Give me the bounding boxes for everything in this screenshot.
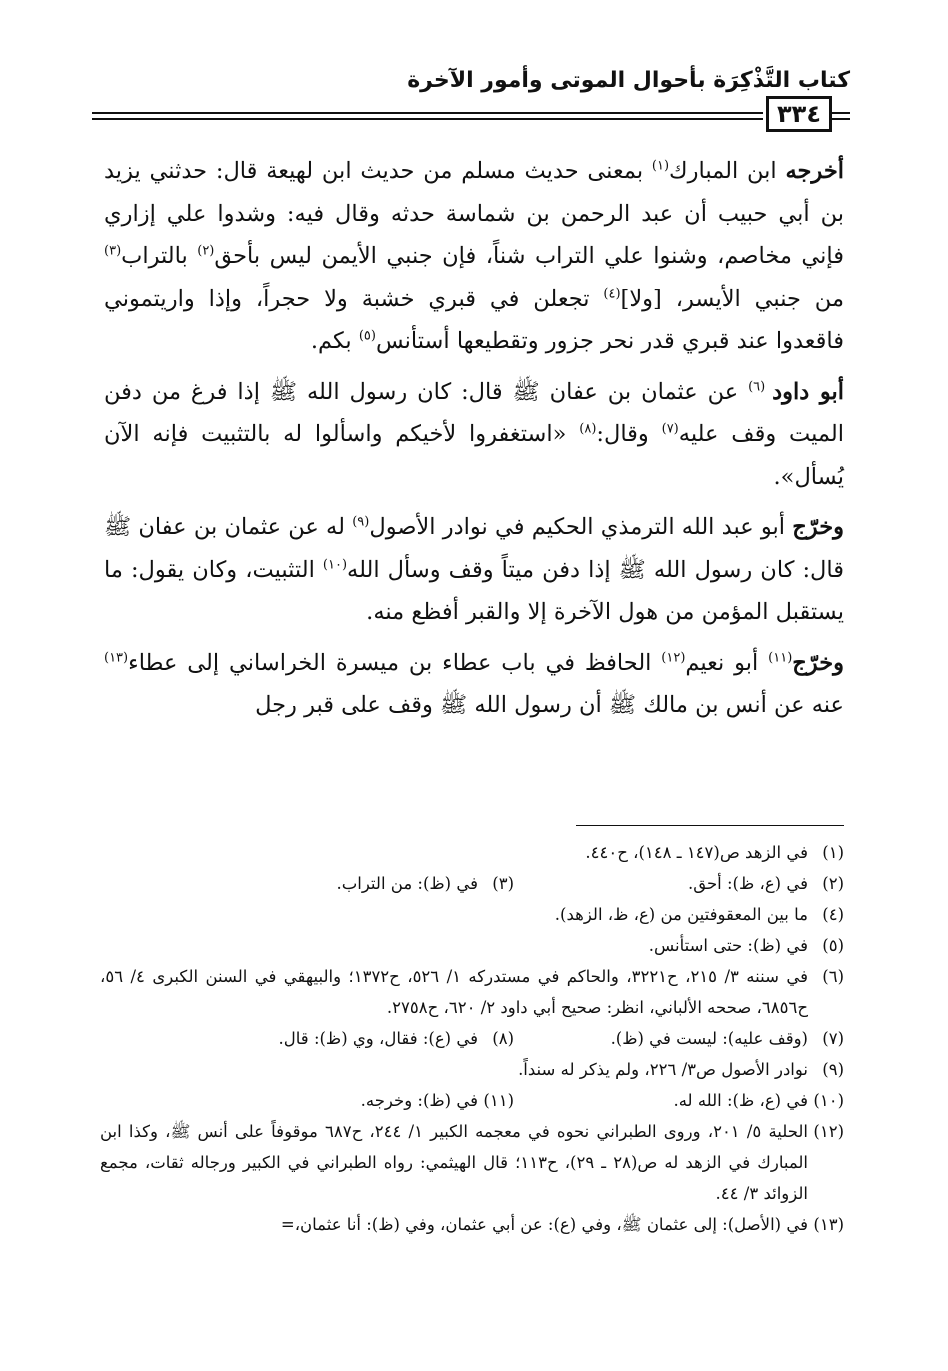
header-rule-bottom bbox=[92, 118, 763, 120]
footnote-number: (٢) bbox=[822, 874, 844, 893]
footnote-number: (٤) bbox=[822, 905, 844, 924]
footnote-number: (٨) bbox=[492, 1029, 514, 1048]
text-run: بمعنى حديث مسلم من حديث ابن لهيعة قال: حدثني يزيد بن أبي حبيب أن عبد الرحمن بن شماسة حدثه وقال فيه: وشدوا علي إزاري فإني مخاصم، وشنوا علي التراب شناً، فإن جنبي الأيمن ليس بأحق bbox=[104, 158, 844, 269]
paragraph-lead: أبو داود bbox=[772, 378, 844, 405]
footnote-number: (١٠) bbox=[813, 1091, 844, 1110]
footnote-item bbox=[514, 1085, 844, 1116]
footnote-item bbox=[100, 1085, 514, 1116]
footnotes bbox=[100, 837, 844, 1240]
footnote-ref[interactable]: (٧) bbox=[661, 421, 679, 437]
footnote-item bbox=[100, 837, 844, 868]
footnote-number: (١٢) bbox=[813, 1122, 844, 1141]
footnote-text: في (ظ): حتى استأنس. bbox=[648, 936, 808, 955]
footnote-text: الحلية ٥/ ٢٠١، وروى الطبراني نحوه في معجمه الكبير ١/ ٢٤٤، ح٦٨٧ موقوفاً على أنس ﷺ، وكذا ابن المبارك في الزهد له ص(٢٨ ـ ٢٩)، ح١١٣؛ قال الهيثمي: رواه الطبراني في الكبير ورجاله ثقات، مجمع الزوائد ٣/ ٤٤. bbox=[100, 1122, 808, 1203]
footnote-text: في (الأصل): إلى عثمان ﷺ، وفي (ع): عن أبي عثمان، وفي (ظ): أنا عثمان،= bbox=[280, 1215, 808, 1234]
text-run: له عن عثمان بن عفان ﷺ قال: كان رسول الله ﷺ إذا دفن ميتاً وقف وسأل الله bbox=[104, 514, 844, 583]
paragraph bbox=[104, 150, 844, 363]
text-run: عن عثمان بن عفان ﷺ قال: كان رسول الله ﷺ إذا فرغ من دفن الميت وقف عليه bbox=[104, 378, 844, 447]
paragraph bbox=[104, 371, 844, 499]
paragraph-lead: وخرّج bbox=[792, 514, 844, 540]
paragraph bbox=[104, 642, 844, 727]
footnote-text: في (ع): فقال، وي (ظ): قال. bbox=[278, 1029, 478, 1048]
footnote-item bbox=[100, 961, 844, 1023]
text-run: تجعلن في قبري خشبة ولا حجراً، وإذا واريتموني فاقعدوا عند قبري قدر نحر جزور وتقطيعها أستأنس bbox=[104, 285, 844, 354]
footnote-item bbox=[100, 868, 514, 899]
footnote-ref[interactable]: (١١) bbox=[768, 650, 793, 665]
footnote-text: ما بين المعقوفتين من (ع، ظ، الزهد). bbox=[554, 905, 808, 924]
footnote-item bbox=[100, 1116, 844, 1209]
footnote-text: في (ظ): وخرجه. bbox=[360, 1091, 478, 1110]
header-rule-stub-bottom bbox=[832, 118, 850, 120]
footnote-ref[interactable]: (١٠) bbox=[322, 557, 348, 572]
footnote-ref[interactable]: (٩) bbox=[352, 514, 370, 530]
text-run: أبو نعيم bbox=[685, 649, 769, 676]
footnote-text: (وقف عليه): ليست في (ظ). bbox=[610, 1029, 808, 1048]
running-title: كتاب التَّذْكِرَة بأحوال الموتى وأمور الآخرة bbox=[407, 68, 850, 93]
text-run: «استغفروا لأخيكم واسألوا له بالتثبيت فإنه الآن يُسأل». bbox=[104, 421, 844, 490]
page-number: ٣٣٤ bbox=[766, 96, 832, 132]
footnote-ref[interactable]: (٥) bbox=[358, 328, 376, 344]
text-run: عنه عن أنس بن مالك ﷺ أن رسول الله ﷺ وقف على قبر رجل bbox=[255, 692, 844, 718]
footnote-ref[interactable]: (٣) bbox=[104, 243, 122, 259]
footnote-number: (١) bbox=[822, 843, 844, 862]
paragraph-lead: وخرّج bbox=[792, 649, 844, 676]
text-run: من جنبي الأيسر، [ولا] bbox=[620, 285, 844, 312]
footnote-item bbox=[100, 1023, 514, 1054]
footnote-pair bbox=[100, 1085, 844, 1116]
footnote-separator bbox=[576, 825, 844, 826]
text-run: الحافظ في باب عطاء بن ميسرة الخراساني إلى عطاء bbox=[128, 649, 662, 676]
footnote-number: (٦) bbox=[822, 967, 844, 986]
paragraph-lead: أخرجه bbox=[785, 158, 844, 184]
footnote-ref[interactable]: (١٢) bbox=[661, 650, 686, 665]
text-run: بكم. bbox=[310, 328, 359, 354]
header-rule-top bbox=[92, 112, 763, 114]
footnote-item bbox=[100, 899, 844, 930]
footnote-pair bbox=[100, 1023, 844, 1054]
footnote-number: (١١) bbox=[483, 1091, 514, 1110]
text-run: التثبيت، وكان يقول: ما يستقبل المؤمن من هول الآخرة إلا والقبر أفظع منه. bbox=[104, 556, 844, 625]
footnote-item bbox=[100, 1209, 844, 1240]
footnote-item bbox=[100, 1054, 844, 1085]
footnote-item bbox=[514, 1023, 844, 1054]
footnote-number: (٧) bbox=[822, 1029, 844, 1048]
footnote-text: في (ع، ظ): أحق. bbox=[687, 874, 808, 893]
footnote-ref[interactable]: (٦) bbox=[748, 379, 773, 394]
footnote-text: نوادر الأصول ص٣/ ٢٢٦، ولم يذكر له سنداً. bbox=[518, 1060, 808, 1079]
text-run: ابن المبارك bbox=[669, 158, 786, 184]
footnote-number: (٩) bbox=[822, 1060, 844, 1079]
footnote-ref[interactable]: (٨) bbox=[579, 421, 597, 437]
text-run: أبو عبد الله الترمذي الحكيم في نوادر الأصول bbox=[369, 514, 793, 540]
main-text bbox=[104, 150, 844, 735]
text-run: وقال: bbox=[596, 421, 662, 447]
footnote-text: في سننه ٣/ ٢١٥، ح٣٢٢١، والحاكم في مستدركه ١/ ٥٢٦، ح١٣٧٢؛ والبيهقي في السنن الكبرى ٤/ ٥٦، ح٦٨٥٦، صححه الألباني، انظر: صحيح أبي داود ٢/ ٦٢٠، ح٢٧٥٨. bbox=[100, 967, 808, 1017]
text-run: بالتراب bbox=[121, 243, 198, 269]
footnote-number: (١٣) bbox=[813, 1215, 844, 1234]
header-rule-stub-top bbox=[832, 112, 850, 114]
footnote-ref[interactable]: (١٣) bbox=[104, 650, 129, 665]
footnote-text: في الزهد ص(١٤٧ ـ ١٤٨)، ح٤٤٠. bbox=[585, 843, 808, 862]
footnote-text: في (ع، ظ): الله له. bbox=[673, 1091, 808, 1110]
paragraph bbox=[104, 506, 844, 634]
footnote-item bbox=[514, 868, 844, 899]
footnote-number: (٥) bbox=[822, 936, 844, 955]
footnote-item bbox=[100, 930, 844, 961]
footnote-ref[interactable]: (١) bbox=[651, 158, 670, 174]
footnote-pair bbox=[100, 868, 844, 899]
footnote-text: في (ظ): من التراب. bbox=[336, 874, 478, 893]
footnote-number: (٣) bbox=[492, 874, 514, 893]
footnote-ref[interactable]: (٢) bbox=[197, 243, 215, 259]
footnote-ref[interactable]: (٤) bbox=[603, 286, 621, 301]
